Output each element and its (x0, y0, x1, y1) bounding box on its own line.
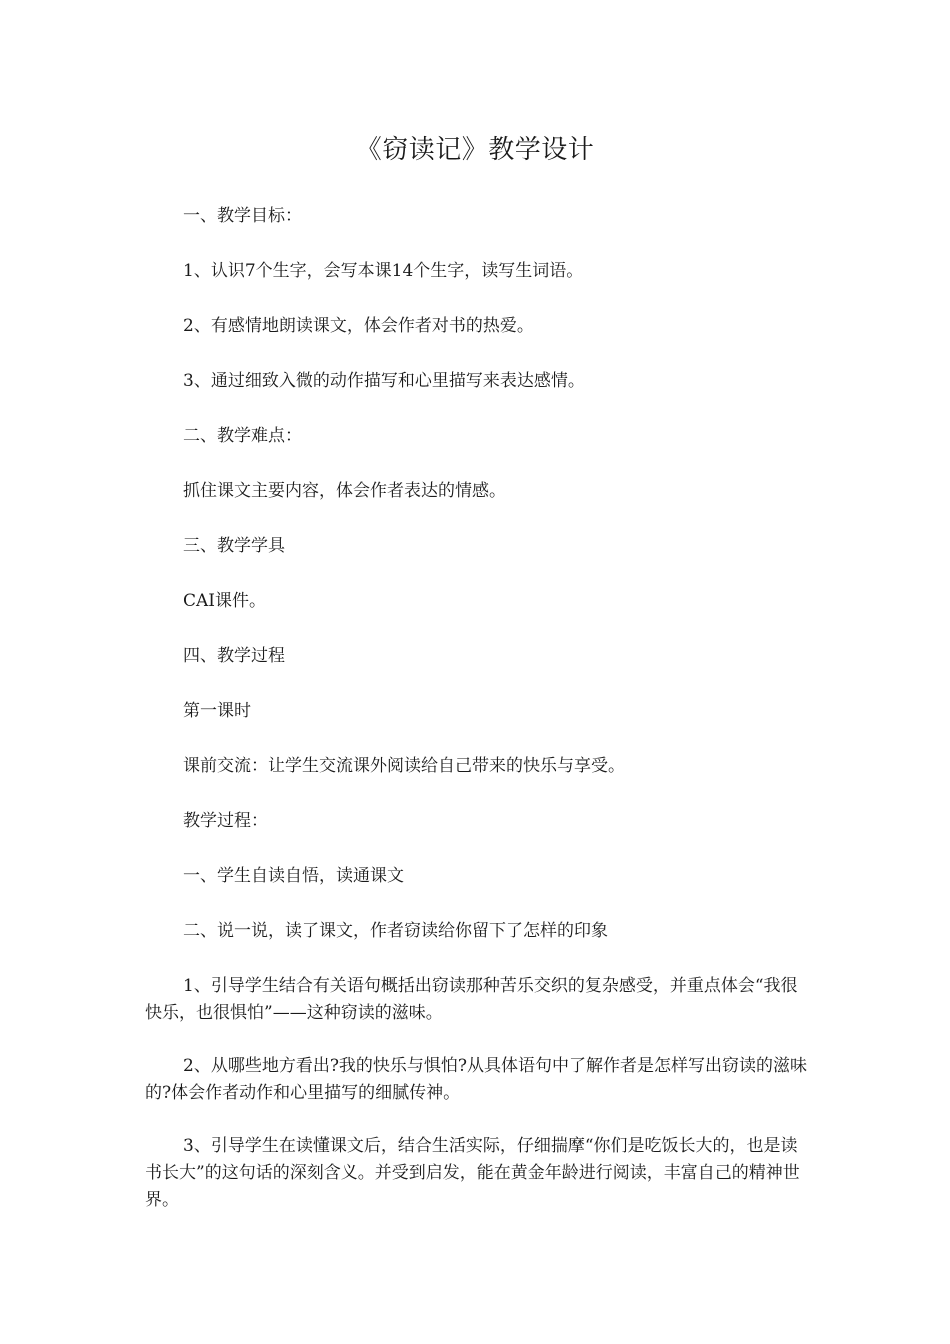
objective-item-1: 1、认识7个生字，会写本课14个生字，读写生词语。 (183, 261, 584, 281)
process-heading: 教学过程： (183, 811, 268, 831)
objective-item-2: 2、有感情地朗读课文，体会作者对书的热爱。 (183, 316, 534, 336)
section-heading-objectives: 一、教学目标： (183, 206, 302, 226)
difficulty-text: 抓住课文主要内容，体会作者表达的情感。 (183, 481, 506, 501)
process-item-1: 1、引导学生结合有关语句概括出窃读那种苦乐交织的复杂感受，并重点体会“我很快乐，也很惧怕”——这种窃读的滋味。 (145, 976, 798, 1023)
objective-item-3: 3、通过细致入微的动作描写和心里描写来表达感情。 (183, 371, 585, 391)
section-heading-materials: 三、教学学具 (183, 536, 285, 556)
process-item-3: 3、引导学生在读懂课文后，结合生活实际，仔细揣摩“你们是吃饭长大的，也是读书长大”的这句话的深刻含义。并受到启发，能在黄金年龄进行阅读，丰富自己的精神世界。 (145, 1136, 800, 1210)
process-step-1: 一、学生自读自悟，读通课文 (183, 866, 404, 886)
materials-text: CAI课件。 (183, 591, 266, 611)
process-item-2: 2、从哪些地方看出?我的快乐与惧怕?从具体语句中了解作者是怎样写出窃读的滋味的?体会作者动作和心里描写的细腻传神。 (145, 1056, 808, 1103)
pre-class-exchange: 课前交流：让学生交流课外阅读给自己带来的快乐与享受。 (183, 756, 625, 776)
process-step-2: 二、说一说，读了课文，作者窃读给你留下了怎样的印象 (183, 921, 608, 941)
section-heading-difficulty: 二、教学难点： (183, 426, 302, 446)
lesson-period-label: 第一课时 (183, 701, 251, 721)
document-title: 《窃读记》教学设计 (355, 135, 595, 165)
section-heading-process: 四、教学过程 (183, 646, 285, 666)
